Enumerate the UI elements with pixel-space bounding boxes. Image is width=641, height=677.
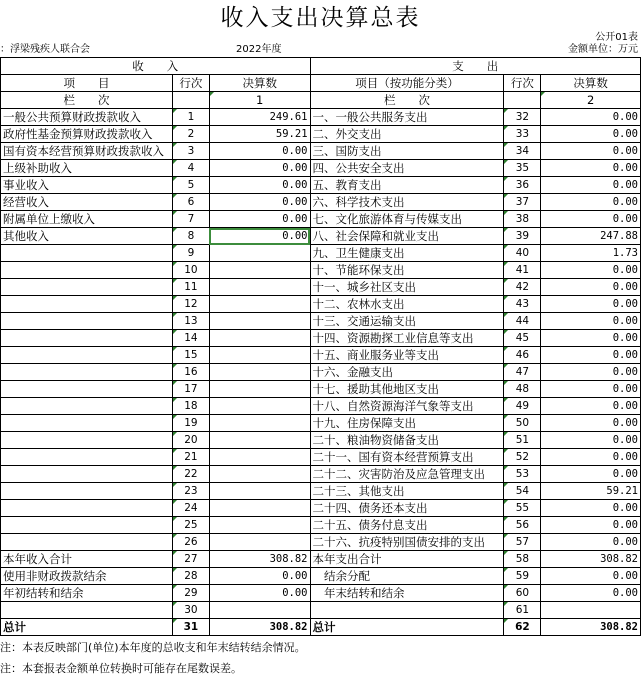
expense-value-cell[interactable]: 0.00 <box>541 415 641 432</box>
income-value-cell[interactable]: 0.00 <box>209 568 310 585</box>
income-line-cell[interactable]: 24 <box>172 500 209 517</box>
report-title: 收入支出决算总表 <box>220 5 421 31</box>
income-line-cell[interactable]: 31 <box>172 619 209 636</box>
income-value-cell[interactable]: 0.00 <box>209 194 310 211</box>
table-row <box>1 619 641 636</box>
expense-value-cell[interactable]: 308.82 <box>541 551 641 568</box>
table-row <box>1 483 641 500</box>
expense-line-cell[interactable]: 52 <box>504 449 541 466</box>
income-value-cell[interactable]: 59.21 <box>209 126 310 143</box>
expense-item-cell[interactable]: 二、外交支出 <box>310 126 504 143</box>
table-row <box>1 194 641 211</box>
income-item-cell[interactable] <box>1 245 173 262</box>
expense-line-cell[interactable]: 62 <box>504 619 541 636</box>
income-item-cell[interactable]: 经营收入 <box>1 194 173 211</box>
income-value-cell[interactable]: 0.00 <box>209 228 310 245</box>
income-value-cell[interactable] <box>209 602 310 619</box>
expense-line-cell[interactable]: 44 <box>504 313 541 330</box>
expense-line-cell[interactable]: 47 <box>504 364 541 381</box>
income-value-cell[interactable] <box>209 398 310 415</box>
expense-item-cell[interactable]: 二十三、其他支出 <box>310 483 504 500</box>
income-item-cell[interactable] <box>1 432 173 449</box>
expense-item-cell[interactable]: 十六、金融支出 <box>310 364 504 381</box>
income-line-cell[interactable]: 28 <box>172 568 209 585</box>
table-row <box>1 160 641 177</box>
income-value-cell[interactable] <box>209 449 310 466</box>
income-item-cell[interactable]: 事业收入 <box>1 177 173 194</box>
col-header-item: 项 目 <box>1 75 173 92</box>
income-value-cell[interactable] <box>209 534 310 551</box>
income-line-cell[interactable]: 30 <box>172 602 209 619</box>
expense-value-cell[interactable]: 0.00 <box>541 568 641 585</box>
expense-line-cell[interactable]: 35 <box>504 160 541 177</box>
col-header-line2: 行次 <box>504 75 541 92</box>
income-value-cell[interactable]: 0.00 <box>209 585 310 602</box>
income-value-cell[interactable]: 0.00 <box>209 177 310 194</box>
income-item-cell[interactable] <box>1 500 173 517</box>
income-item-cell[interactable] <box>1 398 173 415</box>
income-item-cell[interactable]: 国有资本经营预算财政拨款收入 <box>1 143 173 160</box>
expense-value-cell[interactable]: 0.00 <box>541 109 641 126</box>
table-row <box>1 279 641 296</box>
table-row <box>1 517 641 534</box>
income-line-cell[interactable]: 21 <box>172 449 209 466</box>
expense-value-cell[interactable]: 0.00 <box>541 466 641 483</box>
expense-value-cell[interactable]: 0.00 <box>541 313 641 330</box>
expense-item-cell[interactable]: 年末结转和结余 <box>310 585 504 602</box>
income-item-cell[interactable]: 政府性基金预算财政拨款收入 <box>1 126 173 143</box>
income-item-cell[interactable] <box>1 381 173 398</box>
expense-value-cell[interactable]: 0.00 <box>541 177 641 194</box>
expense-value-cell[interactable]: 0.00 <box>541 534 641 551</box>
table-row <box>1 381 641 398</box>
expense-item-cell[interactable]: 五、教育支出 <box>310 177 504 194</box>
income-line-cell[interactable]: 5 <box>172 177 209 194</box>
table-row <box>1 415 641 432</box>
income-line-cell[interactable]: 6 <box>172 194 209 211</box>
income-item-cell[interactable]: 使用非财政拨款结余 <box>1 568 173 585</box>
expense-value-cell[interactable]: 0.00 <box>541 585 641 602</box>
income-item-cell[interactable] <box>1 296 173 313</box>
table-row <box>1 313 641 330</box>
income-line-cell[interactable]: 3 <box>172 143 209 160</box>
income-value-cell[interactable]: 308.82 <box>209 551 310 568</box>
note-1: 注：本表反映部门(单位)本年度的总收支和年末结转结余情况。 <box>0 641 306 654</box>
income-value-cell[interactable] <box>209 432 310 449</box>
expense-value-cell[interactable]: 0.00 <box>541 262 641 279</box>
expense-section-header: 支 出 <box>310 58 640 75</box>
income-line-cell[interactable]: 29 <box>172 585 209 602</box>
col-header-line: 行次 <box>172 75 209 92</box>
expense-item-cell[interactable]: 十四、资源勘探工业信息等支出 <box>310 330 504 347</box>
table-row <box>1 398 641 415</box>
income-line-cell[interactable]: 1 <box>172 109 209 126</box>
expense-value-cell[interactable]: 0.00 <box>541 347 641 364</box>
income-line-cell[interactable]: 18 <box>172 398 209 415</box>
expense-value-cell[interactable]: 0.00 <box>541 194 641 211</box>
col-header-settled2: 决算数 <box>541 75 641 92</box>
expense-value-cell[interactable]: 0.00 <box>541 364 641 381</box>
expense-item-cell[interactable]: 十二、农林水支出 <box>310 296 504 313</box>
expense-item-cell[interactable]: 二十一、国有资本经营预算支出 <box>310 449 504 466</box>
expense-line-cell[interactable]: 36 <box>504 177 541 194</box>
income-item-cell[interactable] <box>1 534 173 551</box>
table-row <box>1 126 641 143</box>
unit-name: ：浮梁残疾人联合会 <box>0 44 90 55</box>
expense-line-cell[interactable]: 39 <box>504 228 541 245</box>
income-line-cell[interactable]: 2 <box>172 126 209 143</box>
income-value-cell[interactable] <box>209 313 310 330</box>
income-value-cell[interactable] <box>209 466 310 483</box>
col-header-item-func: 项目（按功能分类） <box>310 75 504 92</box>
expense-item-cell[interactable]: 十、节能环保支出 <box>310 262 504 279</box>
table-row <box>1 245 641 262</box>
expense-value-cell[interactable]: 0.00 <box>541 517 641 534</box>
expense-item-cell[interactable]: 八、社会保障和就业支出 <box>310 228 504 245</box>
expense-line-cell[interactable]: 41 <box>504 262 541 279</box>
income-value-cell[interactable] <box>209 245 310 262</box>
expense-line-cell[interactable]: 50 <box>504 415 541 432</box>
income-value-cell[interactable] <box>209 262 310 279</box>
income-line-cell[interactable]: 16 <box>172 364 209 381</box>
income-line-cell[interactable]: 9 <box>172 245 209 262</box>
income-item-cell[interactable] <box>1 517 173 534</box>
expense-line-cell[interactable]: 37 <box>504 194 541 211</box>
income-value-cell[interactable] <box>209 517 310 534</box>
table-row <box>1 211 641 228</box>
income-value-cell[interactable]: 0.00 <box>209 160 310 177</box>
expense-line-cell[interactable]: 53 <box>504 466 541 483</box>
income-line-cell[interactable]: 4 <box>172 160 209 177</box>
summary-table <box>0 57 641 636</box>
amount-unit: 金额单位：万元 <box>568 44 638 55</box>
income-item-cell[interactable]: 本年收入合计 <box>1 551 173 568</box>
income-item-cell[interactable] <box>1 483 173 500</box>
expense-line-cell[interactable]: 48 <box>504 381 541 398</box>
expense-item-cell[interactable]: 总计 <box>310 619 504 636</box>
expense-item-cell[interactable]: 三、国防支出 <box>310 143 504 160</box>
table-row <box>1 585 641 602</box>
income-line-cell[interactable]: 26 <box>172 534 209 551</box>
expense-item-cell[interactable]: 二十二、灾害防治及应急管理支出 <box>310 466 504 483</box>
table-row <box>1 534 641 551</box>
col-index-num-right: 2 <box>541 92 641 109</box>
expense-line-cell[interactable]: 45 <box>504 330 541 347</box>
expense-value-cell[interactable]: 59.21 <box>541 483 641 500</box>
table-row <box>1 330 641 347</box>
expense-line-cell[interactable]: 57 <box>504 534 541 551</box>
expense-item-cell[interactable] <box>310 602 504 619</box>
income-value-cell[interactable] <box>209 483 310 500</box>
expense-line-cell[interactable]: 33 <box>504 126 541 143</box>
expense-value-cell[interactable]: 0.00 <box>541 126 641 143</box>
expense-value-cell[interactable]: 0.00 <box>541 432 641 449</box>
income-item-cell[interactable] <box>1 364 173 381</box>
expense-line-cell[interactable]: 40 <box>504 245 541 262</box>
expense-item-cell[interactable]: 六、科学技术支出 <box>310 194 504 211</box>
income-value-cell[interactable]: 249.61 <box>209 109 310 126</box>
expense-item-cell[interactable]: 本年支出合计 <box>310 551 504 568</box>
table-row <box>1 432 641 449</box>
income-line-cell[interactable]: 12 <box>172 296 209 313</box>
income-value-cell[interactable] <box>209 415 310 432</box>
income-line-cell[interactable]: 25 <box>172 517 209 534</box>
income-value-cell[interactable] <box>209 381 310 398</box>
income-item-cell[interactable] <box>1 330 173 347</box>
expense-value-cell[interactable]: 0.00 <box>541 211 641 228</box>
expense-value-cell[interactable]: 0.00 <box>541 500 641 517</box>
income-line-cell[interactable]: 11 <box>172 279 209 296</box>
table-row <box>1 466 641 483</box>
expense-item-cell[interactable]: 九、卫生健康支出 <box>310 245 504 262</box>
income-line-cell[interactable]: 20 <box>172 432 209 449</box>
income-item-cell[interactable]: 总计 <box>1 619 173 636</box>
expense-item-cell[interactable]: 二十五、债务付息支出 <box>310 517 504 534</box>
income-line-cell[interactable]: 23 <box>172 483 209 500</box>
income-value-cell[interactable] <box>209 364 310 381</box>
expense-item-cell[interactable]: 七、文化旅游体育与传媒支出 <box>310 211 504 228</box>
income-item-cell[interactable] <box>1 347 173 364</box>
income-item-cell[interactable]: 其他收入 <box>1 228 173 245</box>
income-item-cell[interactable] <box>1 449 173 466</box>
expense-value-cell[interactable]: 308.82 <box>541 619 641 636</box>
income-value-cell[interactable]: 0.00 <box>209 143 310 160</box>
income-item-cell[interactable]: 一般公共预算财政拨款收入 <box>1 109 173 126</box>
income-line-cell[interactable]: 14 <box>172 330 209 347</box>
expense-value-cell[interactable]: 0.00 <box>541 143 641 160</box>
table-row <box>1 347 641 364</box>
income-item-cell[interactable] <box>1 279 173 296</box>
expense-line-cell[interactable]: 56 <box>504 517 541 534</box>
col-header-settled: 决算数 <box>209 75 310 92</box>
income-line-cell[interactable]: 13 <box>172 313 209 330</box>
income-line-cell[interactable]: 7 <box>172 211 209 228</box>
income-value-cell[interactable] <box>209 279 310 296</box>
table-row <box>1 177 641 194</box>
expense-item-cell[interactable]: 十三、交通运输支出 <box>310 313 504 330</box>
income-line-cell[interactable]: 19 <box>172 415 209 432</box>
expense-line-cell[interactable]: 58 <box>504 551 541 568</box>
table-row <box>1 364 641 381</box>
table-row <box>1 109 641 126</box>
expense-value-cell[interactable]: 0.00 <box>541 381 641 398</box>
expense-line-cell[interactable]: 60 <box>504 585 541 602</box>
income-value-cell[interactable] <box>209 500 310 517</box>
income-item-cell[interactable] <box>1 466 173 483</box>
expense-item-cell[interactable]: 结余分配 <box>310 568 504 585</box>
table-row <box>1 296 641 313</box>
expense-line-cell[interactable]: 34 <box>504 143 541 160</box>
table-row <box>1 449 641 466</box>
income-section-header: 收 入 <box>1 58 311 75</box>
table-row <box>1 500 641 517</box>
expense-item-cell[interactable]: 二十、粮油物资储备支出 <box>310 432 504 449</box>
expense-item-cell[interactable]: 二十六、抗疫特别国债安排的支出 <box>310 534 504 551</box>
expense-line-cell[interactable]: 42 <box>504 279 541 296</box>
expense-value-cell[interactable]: 0.00 <box>541 449 641 466</box>
income-value-cell[interactable]: 0.00 <box>209 211 310 228</box>
expense-line-cell[interactable]: 54 <box>504 483 541 500</box>
col-index-label-right: 栏 次 <box>310 92 504 109</box>
expense-line-cell[interactable]: 32 <box>504 109 541 126</box>
income-item-cell[interactable] <box>1 415 173 432</box>
expense-line-cell[interactable]: 46 <box>504 347 541 364</box>
expense-line-cell[interactable]: 43 <box>504 296 541 313</box>
table-row <box>1 568 641 585</box>
expense-item-cell[interactable]: 二十四、债务还本支出 <box>310 500 504 517</box>
income-line-cell[interactable]: 8 <box>172 228 209 245</box>
col-index-label-left: 栏 次 <box>1 92 173 109</box>
expense-item-cell[interactable]: 十五、商业服务业等支出 <box>310 347 504 364</box>
income-line-cell[interactable]: 15 <box>172 347 209 364</box>
table-row <box>1 551 641 568</box>
expense-value-cell[interactable]: 247.88 <box>541 228 641 245</box>
expense-line-cell[interactable]: 38 <box>504 211 541 228</box>
expense-line-cell[interactable]: 51 <box>504 432 541 449</box>
table-row <box>1 228 641 245</box>
expense-value-cell[interactable]: 0.00 <box>541 398 641 415</box>
table-row <box>1 143 641 160</box>
expense-item-cell[interactable]: 十九、住房保障支出 <box>310 415 504 432</box>
expense-line-cell[interactable]: 55 <box>504 500 541 517</box>
expense-value-cell[interactable]: 0.00 <box>541 160 641 177</box>
income-value-cell[interactable]: 308.82 <box>209 619 310 636</box>
income-value-cell[interactable] <box>209 347 310 364</box>
income-item-cell[interactable] <box>1 602 173 619</box>
income-item-cell[interactable] <box>1 313 173 330</box>
income-item-cell[interactable]: 附属单位上缴收入 <box>1 211 173 228</box>
expense-item-cell[interactable]: 一、一般公共服务支出 <box>310 109 504 126</box>
income-value-cell[interactable] <box>209 330 310 347</box>
income-value-cell[interactable] <box>209 296 310 313</box>
income-line-cell[interactable]: 22 <box>172 466 209 483</box>
expense-item-cell[interactable]: 十八、自然资源海洋气象等支出 <box>310 398 504 415</box>
table-row <box>1 602 641 619</box>
col-index-num-left: 1 <box>209 92 310 109</box>
expense-line-cell[interactable]: 49 <box>504 398 541 415</box>
expense-item-cell[interactable]: 十七、援助其他地区支出 <box>310 381 504 398</box>
expense-value-cell[interactable]: 1.73 <box>541 245 641 262</box>
report-year: 2022年度 <box>236 44 282 55</box>
expense-value-cell[interactable]: 0.00 <box>541 330 641 347</box>
income-line-cell[interactable]: 17 <box>172 381 209 398</box>
table-row <box>1 262 641 279</box>
expense-value-cell[interactable]: 0.00 <box>541 296 641 313</box>
income-line-cell[interactable]: 10 <box>172 262 209 279</box>
expense-value-cell[interactable]: 0.00 <box>541 279 641 296</box>
note-2: 注：本套报表金额单位转换时可能存在尾数误差。 <box>0 662 242 675</box>
expense-line-cell[interactable]: 61 <box>504 602 541 619</box>
income-item-cell[interactable]: 上级补助收入 <box>1 160 173 177</box>
income-item-cell[interactable] <box>1 262 173 279</box>
expense-item-cell[interactable]: 十一、城乡社区支出 <box>310 279 504 296</box>
income-item-cell[interactable]: 年初结转和结余 <box>1 585 173 602</box>
expense-value-cell[interactable] <box>541 602 641 619</box>
expense-item-cell[interactable]: 四、公共安全支出 <box>310 160 504 177</box>
form-code: 公开01表 <box>595 32 638 43</box>
expense-line-cell[interactable]: 59 <box>504 568 541 585</box>
unit-line <box>0 43 641 57</box>
income-line-cell[interactable]: 27 <box>172 551 209 568</box>
